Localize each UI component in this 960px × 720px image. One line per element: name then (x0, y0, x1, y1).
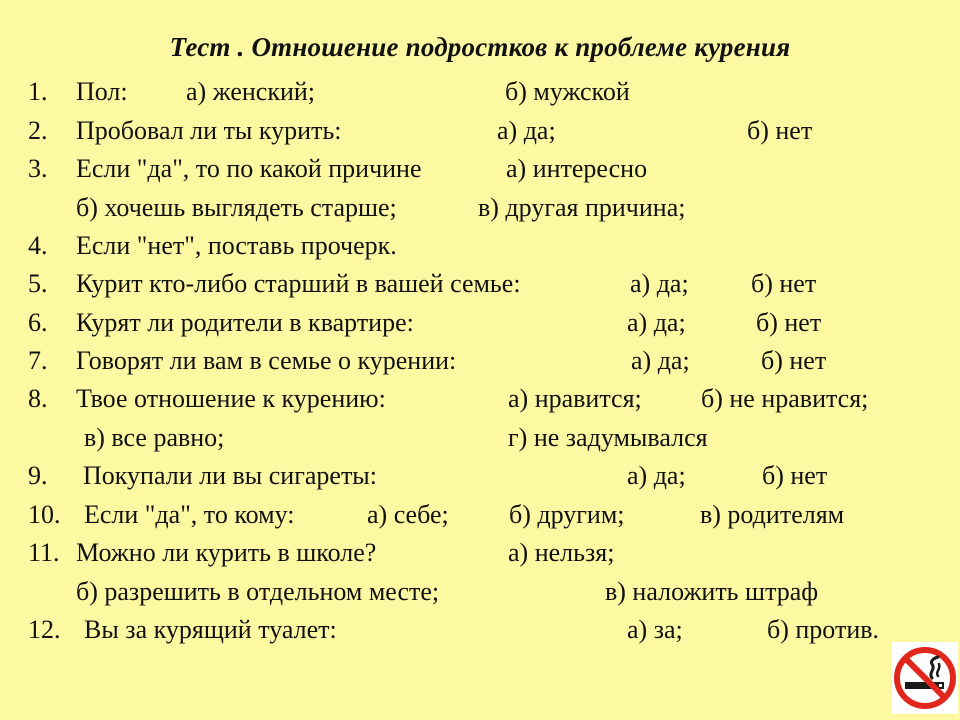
question-number: 7. (28, 346, 48, 375)
question-number: 4. (28, 231, 48, 260)
question-text: Если "да", то кому: (84, 500, 295, 529)
question-3-options (0, 190, 960, 226)
question-number: 3. (28, 154, 48, 183)
question-text: Если "да", то по какой причине (76, 154, 422, 183)
question-2 (0, 113, 960, 149)
answer-option: б) нет (756, 308, 822, 337)
question-number: 6. (28, 308, 48, 337)
answer-option: а) да; (627, 461, 686, 490)
answer-option: а) да; (627, 308, 686, 337)
answer-option: б) другим; (509, 500, 625, 529)
answer-option: в) другая причина; (478, 193, 686, 222)
answer-option: в) все равно; (84, 423, 225, 452)
question-8-options (0, 420, 960, 456)
question-text: Пол: (76, 77, 128, 106)
question-7 (0, 343, 960, 379)
question-text: Можно ли курить в школе? (76, 538, 377, 567)
answer-option: а) да; (497, 116, 556, 145)
question-6 (0, 305, 960, 341)
question-5 (0, 266, 960, 302)
question-number: 8. (28, 384, 48, 413)
answer-option: а) да; (631, 346, 690, 375)
question-number: 12. (28, 615, 61, 644)
answer-option: б) хочешь выглядеть старше; (76, 193, 397, 222)
question-8 (0, 381, 960, 417)
question-9 (0, 458, 960, 494)
answer-option: г) не задумывался (508, 423, 708, 452)
answer-option: а) нельзя; (508, 538, 615, 567)
answer-option: в) родителям (700, 500, 845, 529)
answer-option: а) за; (627, 615, 683, 644)
answer-option: а) женский; (186, 77, 315, 106)
question-number: 9. (28, 461, 48, 490)
question-3 (0, 151, 960, 187)
question-11-options (0, 574, 960, 610)
no-smoking-icon (892, 642, 958, 714)
question-text: Курит кто-либо старший в вашей семье: (76, 269, 521, 298)
answer-option: б) нет (747, 116, 813, 145)
question-text: Если "нет", поставь прочерк. (76, 231, 397, 260)
question-4 (0, 228, 960, 264)
question-text: Твое отношение к курению: (76, 384, 386, 413)
answer-option: в) наложить штраф (605, 577, 819, 606)
answer-option: б) против. (767, 615, 880, 644)
answer-option: б) нет (751, 269, 817, 298)
answer-option: а) нравится; (508, 384, 642, 413)
question-12 (0, 612, 960, 648)
answer-option: б) не нравится; (701, 384, 869, 413)
question-text: Курят ли родители в квартире: (76, 308, 414, 337)
answer-option: б) разрешить в отдельном месте; (76, 577, 440, 606)
answer-option: б) нет (762, 461, 828, 490)
answer-option: а) себе; (367, 500, 449, 529)
answer-option: б) нет (761, 346, 827, 375)
answer-option: б) мужской (505, 77, 630, 106)
test-title: Тест . Отношение подростков к проблеме курения (169, 32, 791, 62)
question-text: Вы за курящий туалет: (84, 615, 337, 644)
question-1 (0, 74, 960, 110)
answer-option: а) интересно (506, 154, 648, 183)
question-number: 1. (28, 77, 48, 106)
question-number: 5. (28, 269, 48, 298)
answer-option: а) да; (630, 269, 689, 298)
question-number: 11. (28, 538, 60, 567)
question-number: 2. (28, 116, 48, 145)
question-11 (0, 535, 960, 571)
question-number: 10. (28, 500, 61, 529)
question-text: Пробовал ли ты курить: (76, 116, 342, 145)
question-text: Покупали ли вы сигареты: (83, 461, 377, 490)
question-10 (0, 497, 960, 533)
question-text: Говорят ли вам в семье о курении: (76, 346, 457, 375)
